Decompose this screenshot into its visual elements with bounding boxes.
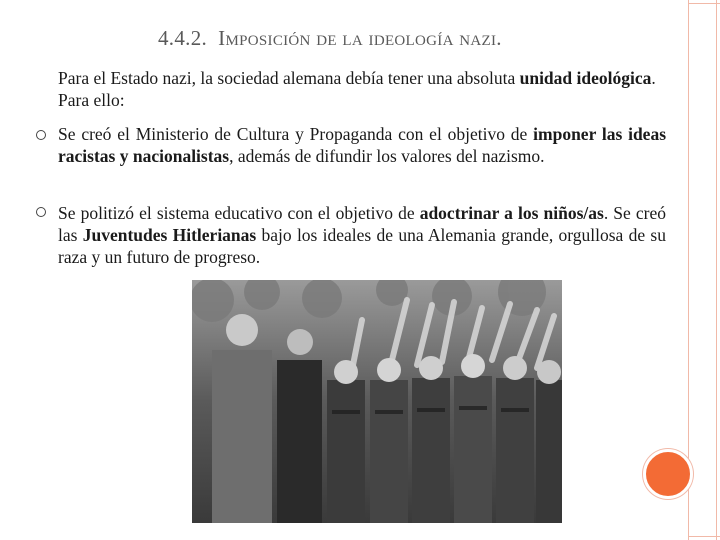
- bullet-item: [58, 202, 666, 268]
- bullet-bold: imponer las ideas racistas y nacionalistas: [58, 124, 666, 166]
- title-number: 4.4.2.: [158, 26, 208, 50]
- bullet-text: , además de difundir los valores del nazismo.: [229, 146, 545, 166]
- bullet-text: Se politizó el sistema educativo con el objetivo de: [58, 203, 420, 223]
- bullet-bold: adoctrinar a los niños/as: [419, 203, 604, 223]
- frame-line: [688, 3, 720, 4]
- intro-text-end: . Para ello:: [58, 68, 656, 110]
- frame-line: [688, 536, 720, 537]
- bullet-icon: [36, 130, 46, 140]
- slide-title: [158, 26, 502, 51]
- bullet-text: . Se creó las: [58, 203, 666, 245]
- bullet-text: bajo los ideales de una Alemania grande, orgullosa de su raza y un futuro de progreso.: [58, 225, 666, 267]
- intro-bold: unidad ideológica: [519, 68, 652, 88]
- intro-text: Para el Estado nazi, la sociedad alemana debía tener una absoluta: [58, 68, 520, 88]
- bullet-bold: Juventudes Hitlerianas: [82, 225, 257, 245]
- frame-line: [716, 0, 717, 540]
- decorative-circle: [643, 449, 693, 499]
- bullet-icon: [36, 207, 46, 217]
- title-text: Imposición de la ideología nazi.: [218, 26, 502, 50]
- bullet-item: [58, 123, 666, 167]
- historical-photo: [192, 280, 562, 523]
- photo-icon: [192, 280, 562, 523]
- intro-paragraph: [58, 67, 666, 111]
- bullet-text: Se creó el Ministerio de Cultura y Propaganda con el objetivo de: [58, 124, 534, 144]
